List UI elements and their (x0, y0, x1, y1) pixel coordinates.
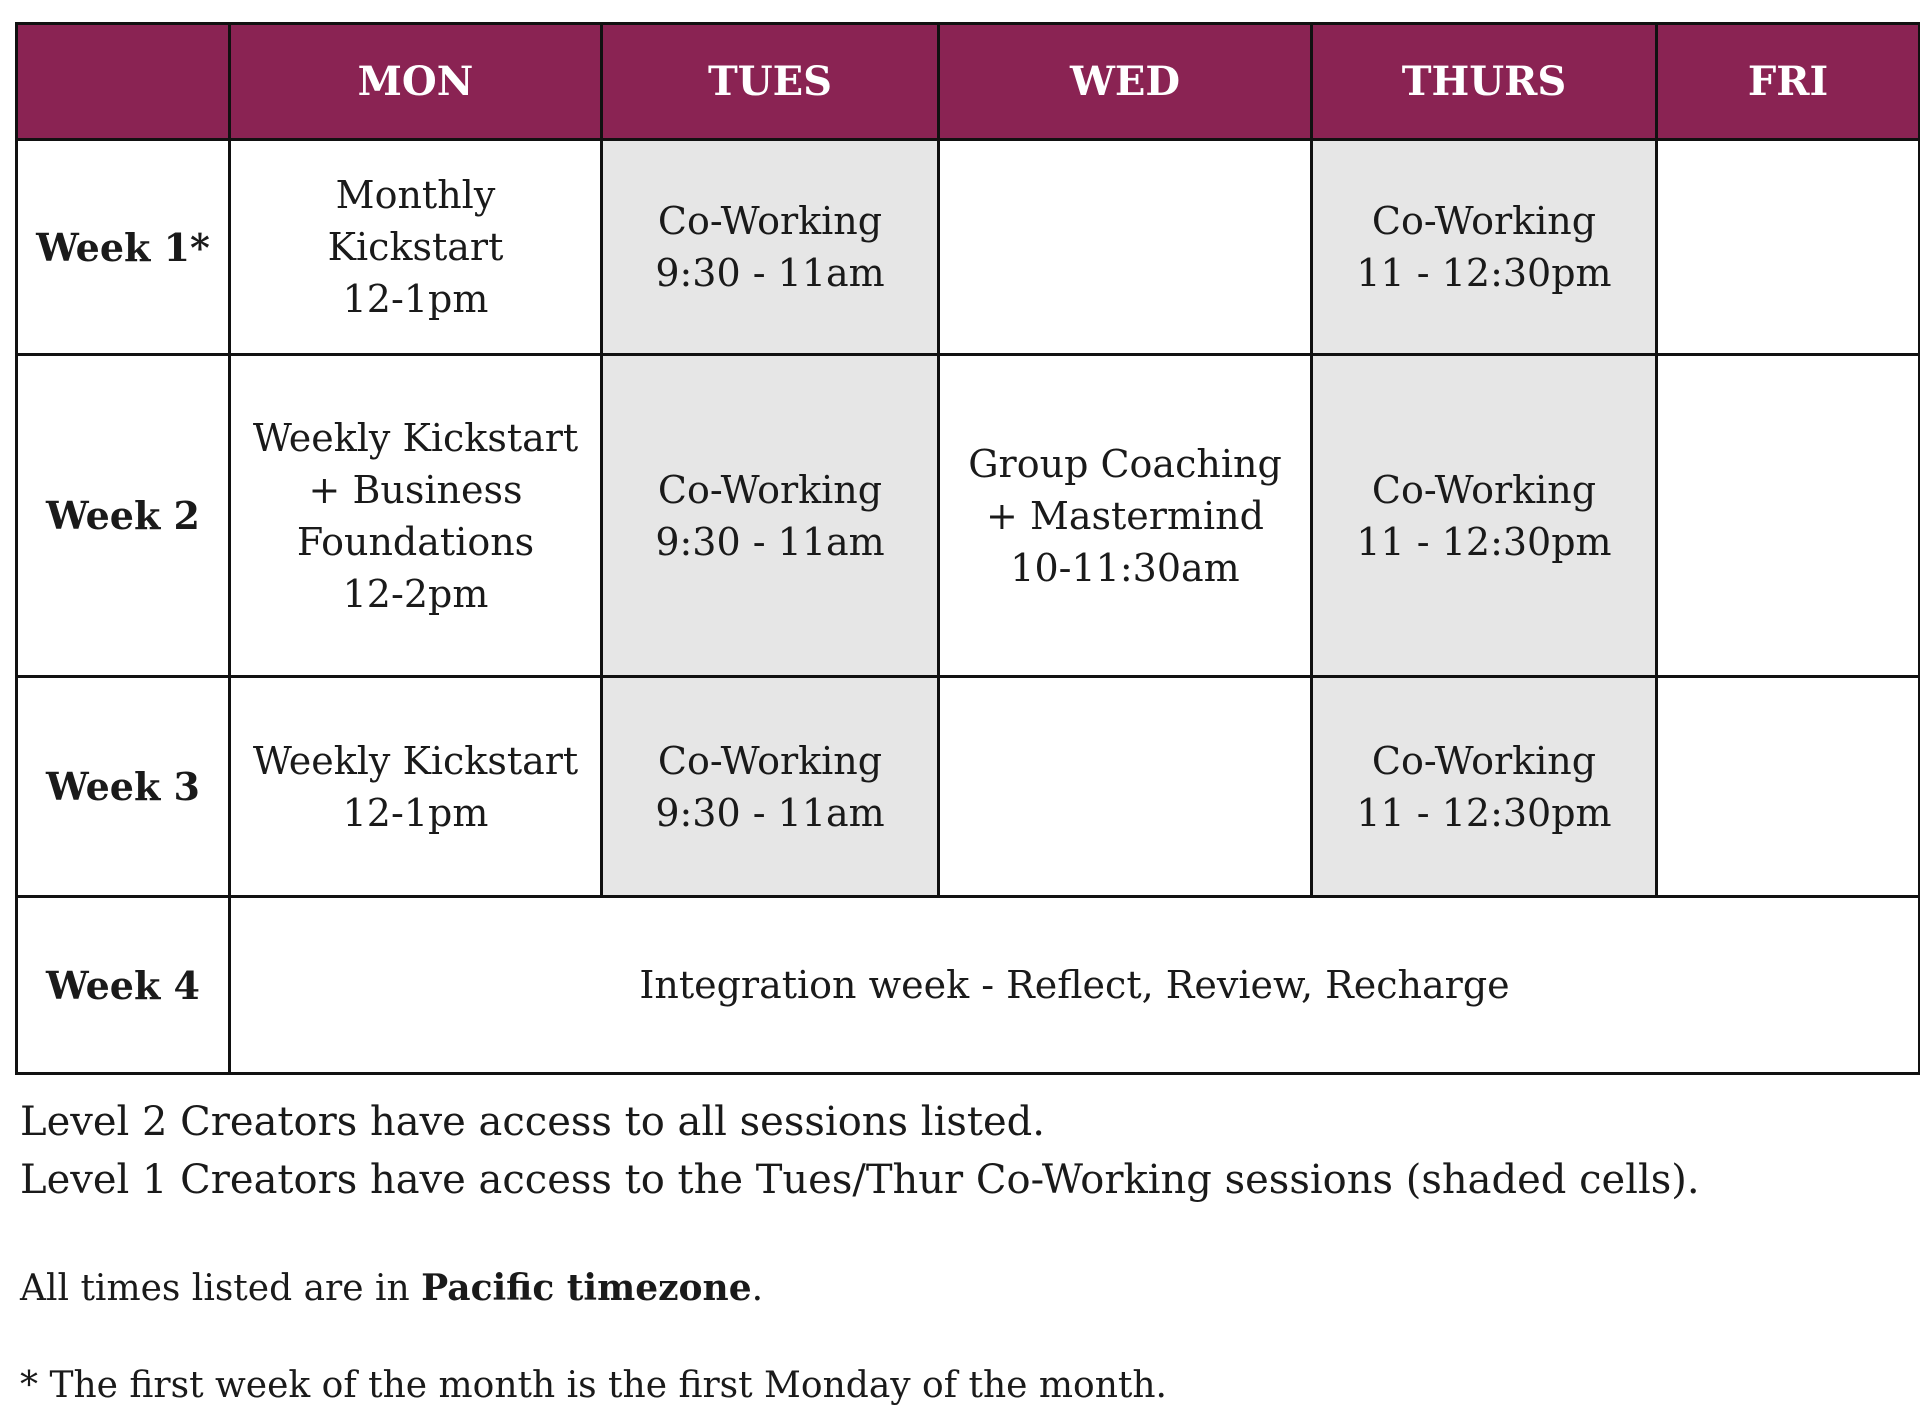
session-cell-line: + Mastermind (986, 493, 1264, 538)
session-cell-line: Co-Working (657, 738, 883, 783)
week-row-3 (17, 677, 1920, 897)
session-cell-line: Weekly Kickstart (252, 738, 579, 783)
session-cell-line: Co-Working (1371, 738, 1597, 783)
integration-week-cell: Integration week - Reflect, Review, Recharge (230, 897, 1920, 1074)
session-cell-line: Group Coaching (968, 441, 1282, 486)
session-cell (939, 355, 1312, 677)
week-label: Week 4 (17, 897, 230, 1074)
header-corner-cell (17, 24, 230, 140)
header-day-mon: MON (230, 24, 602, 140)
session-cell-line: Monthly (335, 173, 496, 217)
session-cell (602, 140, 939, 355)
session-cell (939, 140, 1312, 355)
session-cell-line: Foundations (296, 519, 535, 564)
session-cell (1657, 355, 1920, 677)
note-timezone (20, 1267, 1900, 1309)
header-day-tues: TUES (602, 24, 939, 140)
session-cell-line: Co-Working (1371, 467, 1597, 512)
session-cell (1312, 140, 1657, 355)
session-cell (939, 677, 1312, 897)
session-cell-line: 11 - 12:30pm (1356, 790, 1612, 835)
session-cell (230, 677, 602, 897)
session-cell-line: Kickstart (327, 225, 504, 269)
session-cell-line: 9:30 - 11am (655, 519, 885, 564)
header-day-fri: FRI (1657, 24, 1920, 140)
header-day-thurs: THURS (1312, 24, 1657, 140)
session-cell (1312, 355, 1657, 677)
session-cell-line: Co-Working (657, 467, 883, 512)
session-cell-line: Co-Working (1371, 199, 1597, 243)
session-cell-line: + Business (308, 467, 523, 512)
session-cell-line: 12-2pm (342, 571, 489, 616)
session-cell (602, 355, 939, 677)
session-cell (1657, 140, 1920, 355)
session-cell (602, 677, 939, 897)
note-timezone-suffix: . (751, 1268, 764, 1309)
schedule-table (15, 22, 1920, 1075)
note-timezone-prefix: All times listed are in (20, 1268, 422, 1309)
note-first-week: * The first week of the month is the first Monday of the month. (20, 1365, 1167, 1406)
session-cell-line: Co-Working (657, 199, 883, 243)
session-cell-line: 11 - 12:30pm (1356, 519, 1612, 564)
note-level-1-access: Level 1 Creators have access to the Tues/Thur Co-Working sessions (shaded cells). (20, 1157, 1700, 1203)
week-label: Week 2 (17, 355, 230, 677)
session-cell (230, 140, 602, 355)
session-cell-line: 12-1pm (342, 277, 489, 321)
week-row-2 (17, 355, 1920, 677)
week-label: Week 3 (17, 677, 230, 897)
week-row-4 (17, 897, 1920, 1074)
session-cell-line: 10-11:30am (1010, 545, 1240, 590)
header-day-wed: WED (939, 24, 1312, 140)
week-row-1 (17, 140, 1920, 355)
session-cell (230, 355, 602, 677)
session-cell (1312, 677, 1657, 897)
header-row (17, 24, 1920, 140)
session-cell-line: 9:30 - 11am (655, 251, 885, 295)
session-cell (1657, 677, 1920, 897)
session-cell-line: 9:30 - 11am (655, 790, 885, 835)
note-timezone-bold: Pacific timezone (421, 1267, 752, 1309)
session-cell-line: 12-1pm (342, 790, 489, 835)
week-label: Week 1* (17, 140, 230, 355)
session-cell-line: Weekly Kickstart (252, 415, 579, 460)
session-cell-line: 11 - 12:30pm (1356, 251, 1612, 295)
note-level-2-access: Level 2 Creators have access to all sessions listed. (20, 1099, 1045, 1145)
schedule-notes (20, 1093, 1900, 1406)
